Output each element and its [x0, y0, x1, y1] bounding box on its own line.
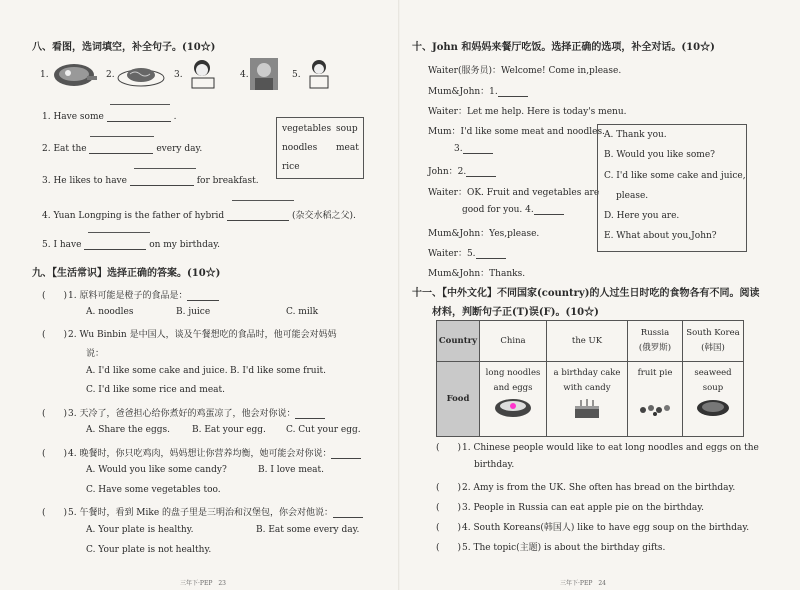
answer-paren[interactable]: ( )	[42, 330, 68, 340]
dialog-line-2	[428, 84, 528, 97]
item8-1	[42, 112, 176, 122]
pic-num-1: 1.	[40, 70, 49, 80]
food-russia: fruit pie	[628, 362, 683, 437]
birthday-cake-icon	[567, 396, 607, 420]
q9-4-blank[interactable]	[331, 457, 361, 459]
item8-3-post: for breakfast.	[196, 176, 259, 186]
tf-item-2-text: 2. Amy is from the UK. She often has bread on the birthday.	[462, 483, 736, 493]
handwriting-line	[90, 136, 154, 137]
tf-item-4	[436, 520, 749, 533]
dialog-line-10: Mum&John：Thanks.	[428, 269, 526, 279]
noodle-bowl-icon	[493, 396, 533, 418]
q9-2-opt-a: A. I'd like some cake and juice.	[86, 366, 228, 376]
dialog-blank-1[interactable]	[498, 95, 528, 97]
dialog-line-8: Mum&John：Yes,please.	[428, 229, 540, 239]
item8-4	[42, 208, 356, 221]
q9-1	[42, 288, 219, 301]
section9-title: 九、【生活常识】选择正确的答案。(10☆)	[32, 268, 221, 279]
q9-1-opt-c: C. milk	[286, 307, 319, 317]
pic-num-3: 3.	[174, 70, 183, 80]
q9-1-blank[interactable]	[187, 299, 219, 301]
q9-4	[42, 446, 361, 459]
q9-4-opt-c: C. Have some vegetables too.	[86, 485, 221, 495]
section8-title: 八、看图，选词填空，补全句子。(10☆)	[32, 42, 216, 53]
item8-2-text: 2. Eat the	[42, 144, 87, 154]
country-china: China	[480, 321, 547, 362]
q9-4-text: 4. 晚餐时，你只吃鸡肉，妈妈想让你营养均衡，她可能会对你说：	[68, 449, 332, 459]
food-china: long noodles and eggs	[480, 362, 547, 437]
item8-2-blank[interactable]	[89, 152, 153, 154]
answer-paren[interactable]: ( )	[436, 443, 462, 453]
dialog-blank-5[interactable]	[476, 257, 506, 259]
item8-2-post: every day.	[156, 144, 203, 154]
country-uk: the UK	[547, 321, 628, 362]
item8-3-text: 3. He likes to have	[42, 176, 127, 186]
word-soup: soup	[336, 124, 358, 134]
item8-5-text: 5. I have	[42, 240, 82, 250]
q9-5-opt-a: A. Your plate is healthy.	[86, 525, 194, 535]
dialog-line-4	[428, 124, 605, 137]
dialog-line-5	[428, 164, 496, 177]
q9-4-opt-b: B. I love meat.	[258, 465, 325, 475]
tf-item-1-cont: birthday.	[474, 460, 515, 470]
q9-3	[42, 406, 325, 419]
option-a: A. Thank you.	[604, 130, 667, 140]
option-c: C. I'd like some cake and juice,	[604, 171, 746, 181]
food-south-korea: seaweed soup	[683, 362, 744, 437]
seaweed-soup-icon	[693, 396, 733, 418]
item8-5	[42, 240, 220, 250]
item8-3-blank[interactable]	[130, 184, 194, 186]
handwriting-line	[110, 104, 170, 105]
q9-1-text: 1. 原料可能是橙子的食品是：	[68, 291, 188, 301]
item8-4-blank[interactable]	[227, 219, 289, 221]
q9-3-opt-c: C. Cut your egg.	[286, 425, 361, 435]
fruit-pie-icon	[635, 396, 675, 420]
answer-paren[interactable]: ( )	[436, 503, 462, 513]
yuan-longping-photo	[250, 58, 278, 90]
item8-5-post: on my birthday.	[149, 240, 220, 250]
word-noodles: noodles	[282, 143, 318, 153]
answer-paren[interactable]: ( )	[42, 449, 68, 459]
pic-num-4: 4.	[240, 70, 249, 80]
boy-eating-picture	[184, 58, 224, 90]
section11-title-cont: 材料，判断句子正(T)误(F)。(10☆)	[432, 307, 599, 318]
q9-5-opt-b: B. Eat some every day.	[256, 525, 360, 535]
page-fold	[398, 0, 400, 590]
dialog-num-3: 3.	[454, 144, 463, 154]
q9-2-text: 2. Wu Binbin 是中国人，谈及午餐想吃的食品时，他可能会对妈妈	[68, 330, 337, 340]
pic-num-5: 5.	[292, 70, 301, 80]
word-meat: meat	[336, 143, 359, 153]
option-d: D. Here you are.	[604, 211, 680, 221]
handwriting-line	[134, 168, 196, 169]
answer-paren[interactable]: ( )	[436, 543, 462, 553]
q9-2-opt-b: B. I'd like some fruit.	[230, 366, 326, 376]
dialog-line-6: Waiter：OK. Fruit and vegetables are	[428, 188, 600, 198]
answer-paren[interactable]: ( )	[436, 483, 462, 493]
word-rice: rice	[282, 162, 300, 172]
tf-item-5-text: 5. The topic(主题) is about the birthday gifts.	[462, 543, 666, 553]
dialog-blank-4[interactable]	[534, 213, 564, 215]
q9-5-opt-c: C. Your plate is not healthy.	[86, 545, 212, 555]
q9-3-opt-a: A. Share the eggs.	[86, 425, 170, 435]
item8-4-text: 4. Yuan Longping is the father of hybrid	[42, 211, 225, 221]
q9-3-text: 3. 天冷了，爸爸担心给你煮好的鸡蛋凉了，他会对你说：	[68, 409, 296, 419]
tf-item-4-text: 4. South Koreans(韩国人) like to have egg soup on the birthday.	[462, 523, 750, 533]
option-b: B. Would you like some?	[604, 150, 715, 160]
table-header-food: Food	[437, 362, 480, 437]
dialog-line-5-text: John：2.	[428, 167, 467, 177]
tf-item-2	[436, 480, 735, 493]
q9-5-blank[interactable]	[333, 516, 363, 518]
dialog-blank-3[interactable]	[463, 152, 493, 154]
food-uk: a birthday cake with candy	[547, 362, 628, 437]
boy-birthday-picture	[302, 58, 336, 90]
item8-3	[42, 176, 259, 186]
tf-item-3	[436, 500, 704, 513]
item8-2	[42, 144, 202, 154]
tf-item-1	[436, 440, 759, 453]
word-vegetables: vegetables	[282, 124, 332, 134]
tf-item-1-text: 1. Chinese people would like to eat long noodles and eggs on the	[462, 443, 759, 453]
dialog-blank-2[interactable]	[466, 175, 496, 177]
dialog-line-3: Waiter：Let me help. Here is today's menu.	[428, 107, 627, 117]
q9-1-opt-b: B. juice	[176, 307, 211, 317]
q9-4-opt-a: A. Would you like some candy?	[86, 465, 227, 475]
page-footer-right: 三年下·PEP 24	[560, 580, 606, 587]
q9-5	[42, 505, 363, 518]
dialog-line-4b	[454, 144, 493, 154]
page-footer-left: 三年下·PEP 23	[180, 580, 226, 587]
q9-3-blank[interactable]	[295, 417, 325, 419]
dialog-line-7-text: good for you. 4.	[462, 205, 534, 215]
dialog-line-9-text: Waiter：5.	[428, 249, 476, 259]
handwriting-line	[232, 200, 294, 201]
item8-4-post: (杂交水稻之父).	[291, 211, 356, 221]
answer-paren[interactable]: ( )	[42, 291, 68, 301]
dialog-line-9	[428, 246, 506, 259]
option-e: E. What about you,John?	[604, 231, 717, 241]
tf-item-5	[436, 540, 665, 553]
dialog-line-2-text: Mum&John：1.	[428, 87, 498, 97]
dialog-line-1: Waiter(服务员)：Welcome! Come in,please.	[428, 66, 622, 76]
dialog-line-7	[462, 205, 564, 215]
answer-paren[interactable]: ( )	[42, 409, 68, 419]
tf-item-3-text: 3. People in Russia can eat apple pie on the birthday.	[462, 503, 705, 513]
q9-2-text-cont: 说：	[86, 349, 105, 359]
option-c-cont: please.	[616, 191, 649, 201]
handwriting-line	[88, 232, 150, 233]
birthday-food-table	[436, 320, 744, 437]
q9-2-opt-c: C. I'd like some rice and meat.	[86, 385, 225, 395]
item8-5-blank[interactable]	[84, 248, 146, 250]
table-header-country: Country	[437, 321, 480, 362]
q9-3-opt-b: B. Eat your egg.	[192, 425, 266, 435]
answer-paren[interactable]: ( )	[42, 508, 68, 518]
country-russia: Russia (俄罗斯)	[628, 321, 683, 362]
meat-picture	[52, 60, 98, 88]
q9-2	[42, 327, 337, 340]
dialog-line-4-text: Mum：I'd like some meat and noodles.	[428, 127, 605, 137]
item8-1-text: 1. Have some	[42, 112, 104, 122]
answer-paren[interactable]: ( )	[436, 523, 462, 533]
country-south-korea: South Korea (韩国)	[683, 321, 744, 362]
q9-5-text: 5. 午餐时，看到 Mike 的盘子里是三明治和汉堡包，你会对他说：	[68, 508, 334, 518]
section10-title: 十、John 和妈妈来餐厅吃饭。选择正确的选项，补全对话。(10☆)	[412, 42, 715, 53]
section11-title: 十一、【中外文化】不同国家(country)的人过生日时吃的食物各有不同。阅读	[412, 288, 760, 299]
q9-1-opt-a: A. noodles	[86, 307, 134, 317]
noodles-plate-picture	[116, 62, 166, 88]
item8-1-blank[interactable]	[107, 120, 171, 122]
item8-1-post: .	[173, 112, 177, 122]
pic-num-2: 2.	[106, 70, 115, 80]
